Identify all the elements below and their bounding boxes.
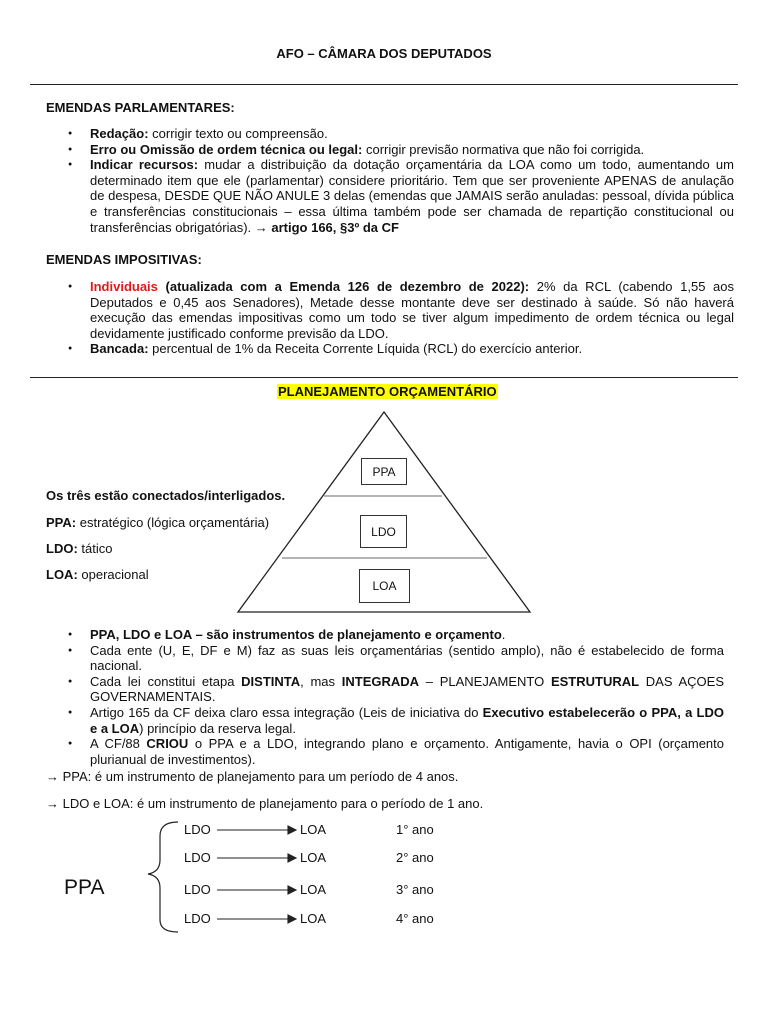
emendas-impositivas-heading: EMENDAS IMPOSITIVAS:: [46, 252, 202, 267]
ciclo-row-loa: LOA: [300, 911, 327, 926]
list-item: ● PPA, LDO e LOA – são instrumentos de planejamento e orçamento.: [90, 627, 724, 643]
list-item: ● Artigo 165 da CF deixa claro essa integração (Leis de iniciativa do Executivo estabelecerão o PPA, a LDO e a LOA) princípio da reserva legal.: [90, 705, 724, 736]
connected-note: Os três estão conectados/interligados.: [46, 488, 286, 503]
list-item: ● Bancada: percentual de 1% da Receita Corrente Líquida (RCL) do exercício anterior.: [90, 341, 734, 357]
def-ppa: PPA: estratégico (lógica orçamentária): [46, 515, 270, 530]
list-item: ● Indicar recursos: mudar a distribuição da dotação orçamentária da LOA como um todo, aumentando um determinado item que ele (parlamentar) considere prioritário. Tem que ser proveniente APENAS de anulação de despesa, DESDE QUE NÃO ANULE 3 delas (emendas que JAMAIS serão anuladas: pessoal, dívida pública e transferências constitucionais – essa última também pode ser chamada de repartição constitucional ou transferências obrigatórias). → artigo 166, §3º da CF: [90, 157, 734, 235]
ciclo-row-ldo: LDO: [184, 822, 211, 837]
ciclo-row-year: 2° ano: [396, 850, 434, 865]
emendas-parlamentares-heading: EMENDAS PARLAMENTARES:: [46, 100, 235, 115]
list-item: ● Erro ou Omissão de ordem técnica ou legal: corrigir previsão normativa que não foi corrigida.: [90, 142, 734, 158]
planejamento-heading: PLANEJAMENTO ORÇAMENTÁRIO: [278, 384, 497, 399]
list-item: ● Cada ente (U, E, DF e M) faz as suas leis orçamentárias (sentido amplo), não é estabelecido de forma nacional.: [90, 643, 724, 674]
ldo-loa-period-note: → LDO e LOA: é um instrumento de planejamento para o período de 1 ano.: [46, 796, 484, 811]
ciclo-row-loa: LOA: [300, 850, 327, 865]
list-item: ● Redação: corrigir texto ou compreensão.: [90, 126, 734, 142]
pyramid-ldo-box: LDO: [360, 515, 407, 548]
list-item: ● A CF/88 CRIOU o PPA e a LDO, integrando plano e orçamento. Antigamente, havia o OPI (orçamento plurianual de investimentos).: [90, 736, 724, 767]
ciclo-row-ldo: LDO: [184, 911, 211, 926]
list-item: ● Cada lei constitui etapa DISTINTA, mas INTEGRADA – PLANEJAMENTO ESTRUTURAL DAS AÇOES GOVERNAMENTAIS.: [90, 674, 724, 705]
ppa-period-note: → PPA: é um instrumento de planejamento para um período de 4 anos.: [46, 769, 459, 784]
ciclo-row-year: 1° ano: [396, 822, 434, 837]
ciclo-ppa-label: PPA: [64, 876, 105, 899]
def-loa: LOA: operacional: [46, 567, 149, 582]
ciclo-row-ldo: LDO: [184, 882, 211, 897]
ciclo-row-year: 3° ano: [396, 882, 434, 897]
list-item: ● Individuais (atualizada com a Emenda 126 de dezembro de 2022): 2% da RCL (cabendo 1,55 aos Deputados e 0,45 aos Senadores), Metade desse montante deve ser destinado à saúde. Só não haverá execução das emendas impositivas como um todo se tiver algum impedimento de ordem técnica ou legal devidamente justificado conforme previsão da LDO.: [90, 279, 734, 341]
ciclo-row-year: 4° ano: [396, 911, 434, 926]
page-title: AFO – CÂMARA DOS DEPUTADOS: [276, 46, 492, 61]
def-ldo: LDO: tático: [46, 541, 113, 556]
ciclo-row-ldo: LDO: [184, 850, 211, 865]
pyramid-ppa-box: PPA: [361, 458, 407, 485]
ciclo-row-loa: LOA: [300, 882, 327, 897]
pyramid-loa-box: LOA: [359, 569, 410, 603]
ciclo-row-loa: LOA: [300, 822, 327, 837]
